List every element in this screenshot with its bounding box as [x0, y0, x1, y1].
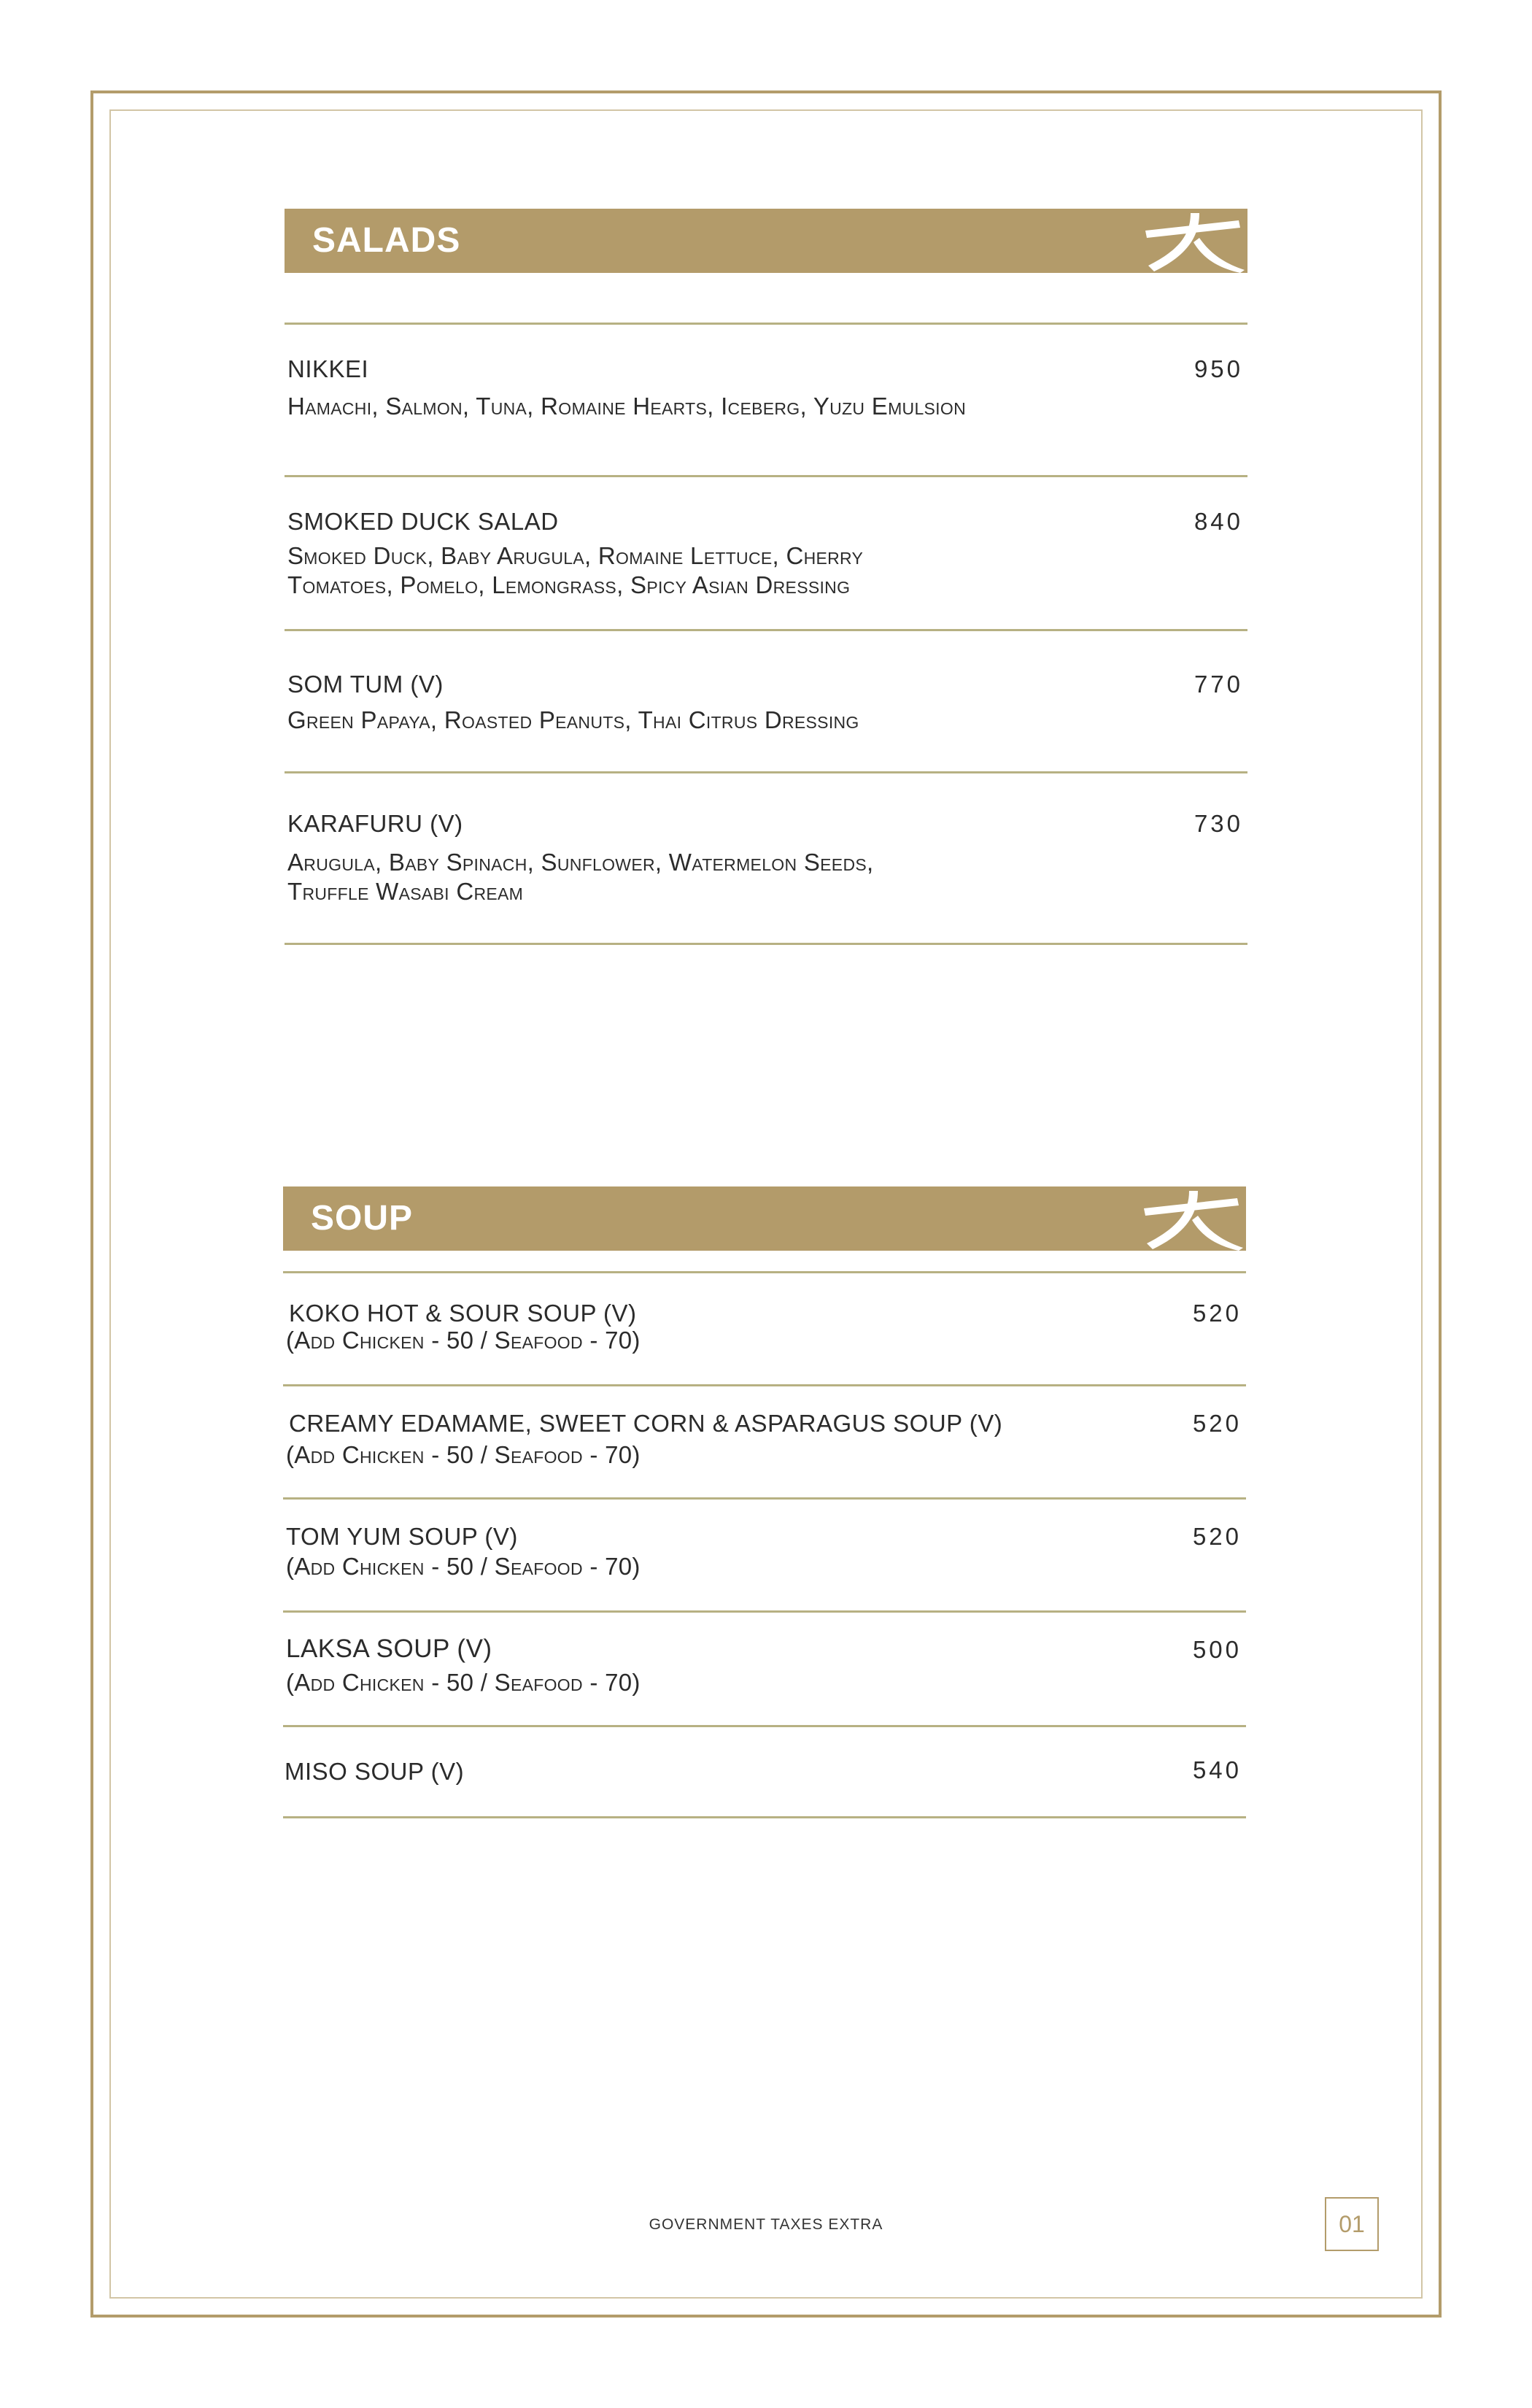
menu-item: [283, 1386, 1246, 1497]
item-description: Green Papaya, Roasted Peanuts, Thai Citrus Dressing: [287, 706, 859, 733]
item-description: (Add Chicken - 50 / Seafood - 70): [286, 1441, 641, 1468]
page-number: 01: [1325, 2197, 1379, 2251]
item-price: 540: [1192, 1756, 1242, 1783]
item-price: 520: [1192, 1300, 1242, 1327]
menu-item: [283, 1273, 1246, 1384]
item-name: LAKSA SOUP (V): [286, 1635, 492, 1663]
item-description: Tomatoes, Pomelo, Lemongrass, Spicy Asian Dressing: [287, 571, 851, 598]
menu-item: [285, 773, 1247, 943]
kanji-dai-icon: [1137, 1189, 1246, 1251]
item-description: Truffle Wasabi Cream: [287, 878, 524, 905]
item-price: 520: [1192, 1523, 1242, 1550]
item-price: 500: [1192, 1636, 1242, 1663]
menu-item: [283, 1613, 1246, 1725]
item-price: 520: [1192, 1410, 1242, 1437]
item-name: MISO SOUP (V): [285, 1758, 465, 1785]
salads-title: SALADS: [312, 221, 461, 260]
item-price: 770: [1194, 671, 1243, 698]
soup-header-band: [283, 1186, 1246, 1251]
soup-section: [283, 1186, 1246, 1818]
item-name: SOM TUM (V): [287, 671, 444, 698]
item-name: CREAMY EDAMAME, SWEET CORN & ASPARAGUS SOUP (V): [289, 1410, 1003, 1437]
item-description: Hamachi, Salmon, Tuna, Romaine Hearts, Iceberg, Yuzu Emulsion: [287, 393, 966, 420]
item-price: 730: [1194, 810, 1243, 837]
item-price: 950: [1194, 355, 1243, 382]
item-price: 840: [1194, 508, 1243, 535]
item-name: SMOKED DUCK SALAD: [287, 508, 559, 535]
item-description: Arugula, Baby Spinach, Sunflower, Watermelon Seeds,: [287, 849, 874, 876]
item-description: (Add Chicken - 50 / Seafood - 70): [286, 1327, 641, 1354]
item-name: NIKKEI: [287, 355, 369, 382]
divider: [283, 1816, 1246, 1818]
salads-header-band: [285, 209, 1247, 273]
kanji-dai-icon: [1138, 212, 1247, 273]
item-name: TOM YUM SOUP (V): [286, 1523, 518, 1550]
salads-section: [285, 209, 1247, 945]
soup-title: SOUP: [311, 1199, 414, 1238]
item-name: KARAFURU (V): [287, 810, 463, 837]
item-description: (Add Chicken - 50 / Seafood - 70): [286, 1669, 641, 1696]
item-description: Smoked Duck, Baby Arugula, Romaine Lettuce, Cherry: [287, 542, 864, 569]
item-description: (Add Chicken - 50 / Seafood - 70): [286, 1553, 641, 1580]
menu-item: [285, 631, 1247, 771]
menu-item: [283, 1500, 1246, 1610]
government-taxes-note: GOVERNMENT TAXES EXTRA: [649, 2216, 883, 2233]
menu-item: [285, 325, 1247, 475]
menu-item: [285, 477, 1247, 629]
menu-item: [283, 1727, 1246, 1816]
item-name: KOKO HOT & SOUR SOUP (V): [289, 1300, 637, 1327]
divider: [285, 943, 1247, 945]
